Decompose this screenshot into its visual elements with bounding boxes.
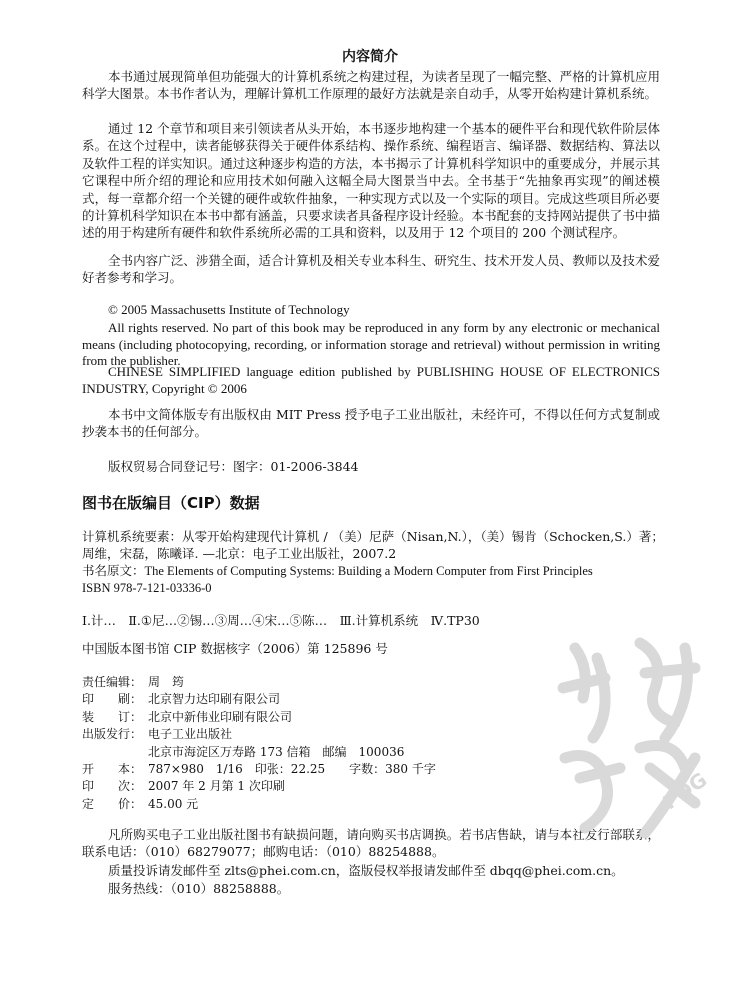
imprint-row-binder bbox=[82, 709, 502, 726]
imprint-row-editor bbox=[82, 674, 502, 691]
copyright-line: © 2005 Massachusetts Institute of Technology bbox=[108, 302, 350, 317]
imprint-label: 责任编辑： bbox=[82, 675, 143, 689]
imprint-row-format bbox=[82, 761, 502, 778]
summary-paragraph-3: 全书内容广泛、涉猎全面，适合计算机及相关专业本科生、研究生、技术开发人员、教师以及技术爱好者参考和学习。 bbox=[82, 253, 660, 286]
imprint-row-publisher bbox=[82, 726, 502, 743]
pdg-watermark-text: PDG bbox=[658, 767, 712, 815]
summary-heading: 内容简介 bbox=[342, 49, 398, 65]
imprint-value: 北京智力达印刷有限公司 bbox=[148, 692, 281, 707]
imprint-label: 装 订： bbox=[82, 709, 143, 724]
imprint-value: 2007 年 2 月第 1 次印刷 bbox=[148, 779, 285, 794]
imprint-row-printer bbox=[82, 691, 502, 708]
imprint-value: 电子工业出版社 bbox=[148, 727, 233, 742]
cip-translators-line: 周维，宋磊，陈曦译. —北京：电子工业出版社，2007.2 bbox=[82, 546, 397, 562]
chinese-edition-statement: CHINESE SIMPLIFIED language edition published by PUBLISHING HOUSE OF ELECTRONICS INDUSTRY, Copyright © 2006 bbox=[82, 364, 660, 396]
summary-paragraph-1: 本书通过展现简单但功能强大的计算机系统之构建过程，为读者呈现了一幅完整、严格的计算机应用科学大图景。本书作者认为，理解计算机工作原理的最好方法就是亲自动手，从零开始构建计算机系统。 bbox=[82, 69, 660, 102]
cip-verification-number: 中国版本图书馆 CIP 数据核字（2006）第 125896 号 bbox=[82, 641, 388, 656]
imprint-value: 周 筠 bbox=[148, 675, 185, 689]
cip-record bbox=[82, 528, 664, 598]
imprint-label: 印 刷： bbox=[82, 692, 143, 707]
imprint-value: 45.00 元 bbox=[148, 796, 199, 811]
cip-heading: 图书在版编目（CIP）数据 bbox=[82, 494, 260, 512]
service-hotline: 服务热线：（010）88258888。 bbox=[108, 881, 290, 896]
imprint-value: 北京中新伟业印刷有限公司 bbox=[148, 709, 293, 724]
imprint-row-printing bbox=[82, 778, 502, 795]
license-note: 本书中文简体版专有出版权由 MIT Press 授予电子工业出版社，未经许可，不得以任何方式复制或抄袭本书的任何部分。 bbox=[82, 407, 660, 440]
imprint-label bbox=[82, 744, 148, 761]
imprint-label: 印 次： bbox=[82, 779, 143, 794]
complaint-email-line: 质量投诉请发邮件至 zlts@phei.com.cn，盗版侵权举报请发邮件至 dbqq@phei.com.cn。 bbox=[108, 863, 624, 878]
cip-original-title: 书名原文：The Elements of Computing Systems: Building a Modern Computer from First Principles bbox=[82, 563, 593, 578]
imprint-row-address bbox=[82, 744, 502, 761]
cip-classification: Ⅰ.计… Ⅱ.①尼…②锡…③周…④宋…⑤陈… Ⅲ.计算机系统 Ⅳ.TP30 bbox=[82, 613, 480, 628]
notice-paragraph: 凡所购买电子工业出版社图书有缺损问题，请向购买书店调换。若书店售缺，请与本社发行部联系，联系电话：（010）68279077；邮购电话：（010）88254888。 bbox=[82, 827, 660, 860]
imprint-label: 开 本： bbox=[82, 762, 143, 777]
imprint-block bbox=[82, 674, 502, 813]
summary-paragraph-2: 通过 12 个章节和项目来引领读者从头开始，本书逐步地构建一个基本的硬件平台和现代软件阶层体系。在这个过程中，读者能够获得关于硬件体系结构、操作系统、编程语言、编译器、数据结构、算法以及软件工程的详实知识。通过这种逐步构造的方法，本书揭示了计算机科学知识中的重要成分，并展示其它课程中所介绍的理论和应用技术如何融入这幅全局大图景当中去。全书基于“先抽象再实现”的阐述模式，每一章都介绍一个关键的硬件或软件抽象，一种实现方式以及一个实际的项目。完成这些项目所必要的计算机科学知识在本书中都有涵盖，只要求读者具备程序设计经验。本书配套的支持网站提供了书中描述的用于构建所有硬件和软件系统所必需的工具和资料，以及用于 12 个项目的 200 个测试程序。 bbox=[82, 121, 660, 241]
pdg-seal-watermark bbox=[545, 628, 720, 853]
imprint-label: 定 价： bbox=[82, 796, 143, 811]
imprint-value: 787×980 1/16 印张：22.25 字数：380 千字 bbox=[148, 762, 436, 777]
cip-title-line: 计算机系统要素：从零开始构建现代计算机 / （美）尼萨（Nisan,N.），（美）锡肯（Schocken,S.）著； bbox=[82, 529, 664, 544]
contract-registration: 版权贸易合同登记号：图字：01-2006-3844 bbox=[108, 459, 359, 474]
cip-isbn: ISBN 978-7-121-03336-0 bbox=[82, 581, 212, 596]
imprint-label: 出版发行： bbox=[82, 727, 143, 742]
rights-statement: All rights reserved. No part of this book may be reproduced in any form by any electronic or mechanical means (including photocopying, recording, or information storage and retrieval) without permission in writing from the publisher. bbox=[82, 320, 660, 369]
imprint-row-price bbox=[82, 796, 502, 813]
imprint-value: 北京市海淀区万寿路 173 信箱 邮编 100036 bbox=[148, 744, 405, 759]
